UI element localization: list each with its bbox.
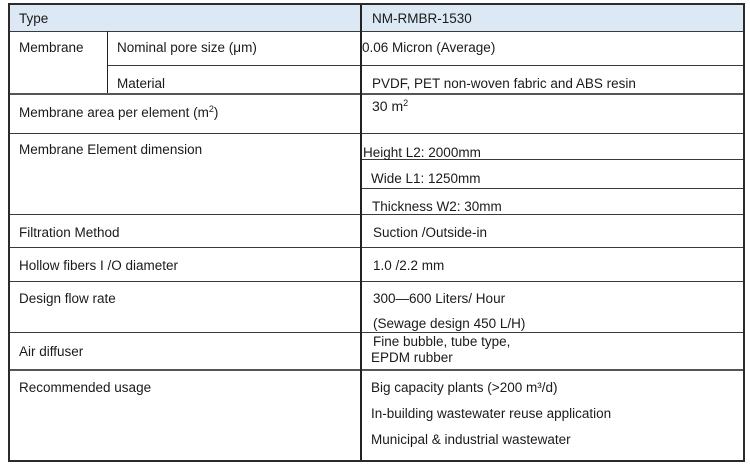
row-label-usage: Recommended usage [19,380,152,395]
row-value-area [372,98,408,114]
row-value-usage-2: In-building wastewater reuse application [371,406,612,421]
divider [107,65,743,66]
specification-table [8,3,745,462]
divider [361,188,743,189]
row-value-filtration: Suction /Outside-in [373,225,488,240]
row-label-area [19,105,218,121]
divider [10,369,743,371]
column-divider [360,5,362,460]
row-label-filtration: Filtration Method [19,225,120,240]
row-value-material: PVDF, PET non-woven fabric and ABS resin [372,76,636,91]
divider [10,247,743,248]
row-value-usage-1: Big capacity plants (>200 m³/d) [371,380,558,395]
row-label-air-diffuser: Air diffuser [19,344,84,359]
row-value-hollow-fibers: 1.0 /2.2 mm [373,258,445,273]
header-label: Type [19,11,49,26]
row-label-material: Material [117,76,166,91]
area-label-end: ) [213,105,219,120]
row-value-diffuser-1: Fine bubble, tube type, [373,334,511,349]
row-value-diffuser-2: EPDM rubber [371,350,453,365]
row-label-pore-size: Nominal pore size (μm) [117,40,257,55]
row-value-usage-3: Municipal & industrial wastewater [371,432,571,447]
row-label-membrane: Membrane [19,40,84,55]
row-label-flow-rate: Design flow rate [19,291,116,306]
area-label-text: Membrane area per element (m [19,105,209,120]
area-value-sup: 2 [403,98,409,108]
row-value-pore-size: 0.06 Micron (Average) [362,40,496,55]
row-label-dimension: Membrane Element dimension [19,142,203,157]
row-value-wide: Wide L1: 1250mm [371,171,481,186]
divider [10,281,743,282]
divider [10,31,743,32]
row-value-flow-rate: 300—600 Liters/ Hour [373,291,506,306]
row-value-thickness: Thickness W2: 30mm [372,199,502,214]
area-label-sup: 2 [208,104,214,114]
divider [10,133,743,134]
row-label-hollow-fibers: Hollow fibers I /O diameter [19,258,179,273]
column-divider [107,31,108,93]
row-value-height: Height L2: 2000mm [363,145,481,160]
divider [10,332,743,333]
header-value: NM-RMBR-1530 [372,11,472,26]
divider [10,93,743,95]
row-value-sewage-design: (Sewage design 450 L/H) [373,316,526,331]
area-value-text: 30 m [372,98,404,114]
